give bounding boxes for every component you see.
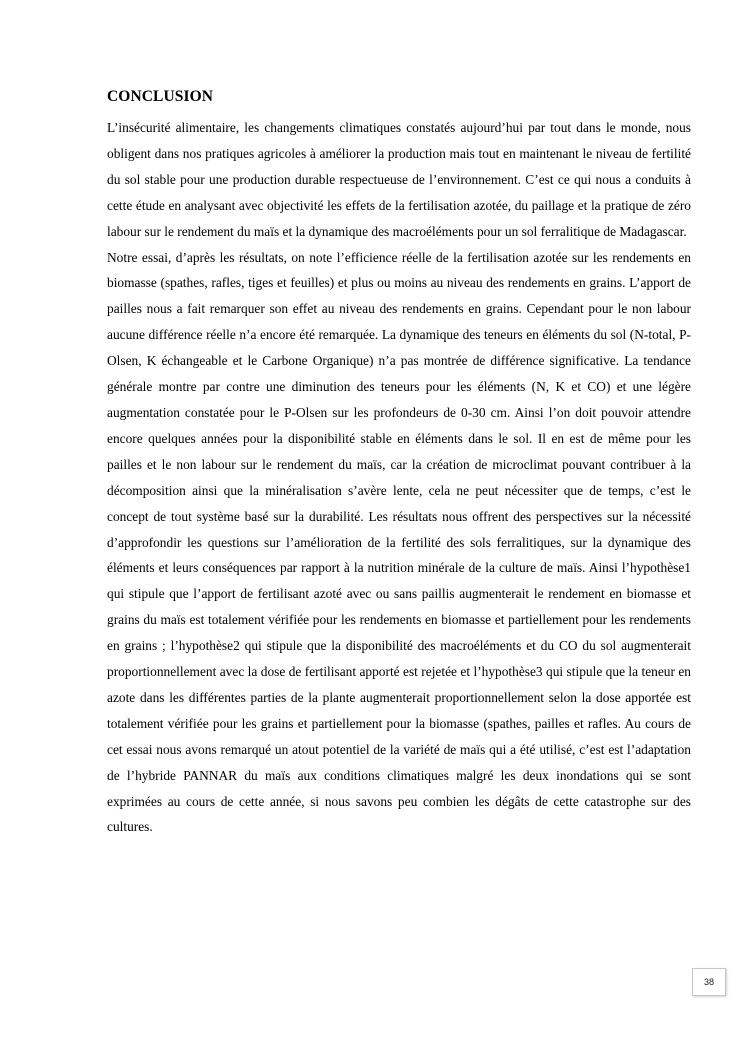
paragraph-results: Notre essai, d’après les résultats, on note l’efficience réelle de la fertilisation azotée sur les rendements en biomasse (spathes, rafles, tiges et feuilles) et plus ou moins au niveau des rendements en grains. L’apport de pailles nous a fait remarquer son effet au niveau des rendements en grains. Cependant pour le non labour aucune différence réelle n’a encore été remarquée. La dynamique des teneurs en éléments du sol (N-total, P-Olsen, K échangeable et le Carbone Organique) n’a pas montrée de différence significative. La tendance générale montre par contre une diminution des teneurs pour les éléments (N, K et CO) et une légère augmentation constatée pour le P-Olsen sur les profondeurs de 0-30 cm. Ainsi l’on doit pouvoir attendre encore quelques années pour la disponibilité stable en éléments dans le sol. Il en est de même pour les pailles et le non labour sur le rendement du maïs, car la création de microclimat pouvant contribuer à la décomposition ainsi que la minéralisation s’avère lente, cela ne peut nécessiter que de temps, c’est le concept de tout système basé sur la durabilité. Les résultats nous offrent des perspectives sur la nécessité d’approfondir les questions sur l’amélioration de la fertilité des sols ferralitiques, sur la dynamique des éléments et leurs conséquences par rapport à la nutrition minérale de la culture de maïs. Ainsi l’hypothèse1 qui stipule que l’apport de fertilisant azoté avec ou sans paillis augmenterait le rendement en biomasse et grains du maïs est totalement vérifiée pour les rendements en biomasse et partiellement pour les rendements en grains ; l’hypothèse2 qui stipule que la disponibilité des macroéléments et du CO du sol augmenterait proportionnellement avec la dose de fertilisant apporté est rejetée et l’hypothèse3 qui stipule que la teneur en azote dans les différentes parties de la plante augmenterait proportionnellement selon la dose apportée est totalement vérifiée pour les grains et partiellement pour la biomasse (spathes, pailles et rafles. Au cours de cet essai nous avons remarqué un atout potentiel de la variété de maïs qui a été utilisé, c’est est l’adaptation de l’hybride PANNAR du maïs aux conditions climatiques malgré les deux inondations qui se sont exprimées au cours de cette année, si nous savons peu combien les dégâts de cette catastrophe sur des cultures. xyxy=(107,249,691,835)
paragraph-intro: L’insécurité alimentaire, les changements climatiques constatés aujourd’hui par tout dans le monde, nous obligent dans nos pratiques agricoles à améliorer la production mais tout en maintenant le niveau de fertilité du sol stable pour une production durable respectueuse de l’environnement. C’est ce qui nous a conduits à cette étude en analysant avec objectivité les effets de la fertilisation azotée, du paillage et la pratique de zéro labour sur le rendement du maïs et la dynamique des macroéléments pour un sol ferralitique de Madagascar. xyxy=(107,120,691,239)
body-text xyxy=(107,115,691,840)
section-heading: CONCLUSION xyxy=(107,88,214,105)
page-number-box: 38 xyxy=(692,968,726,996)
